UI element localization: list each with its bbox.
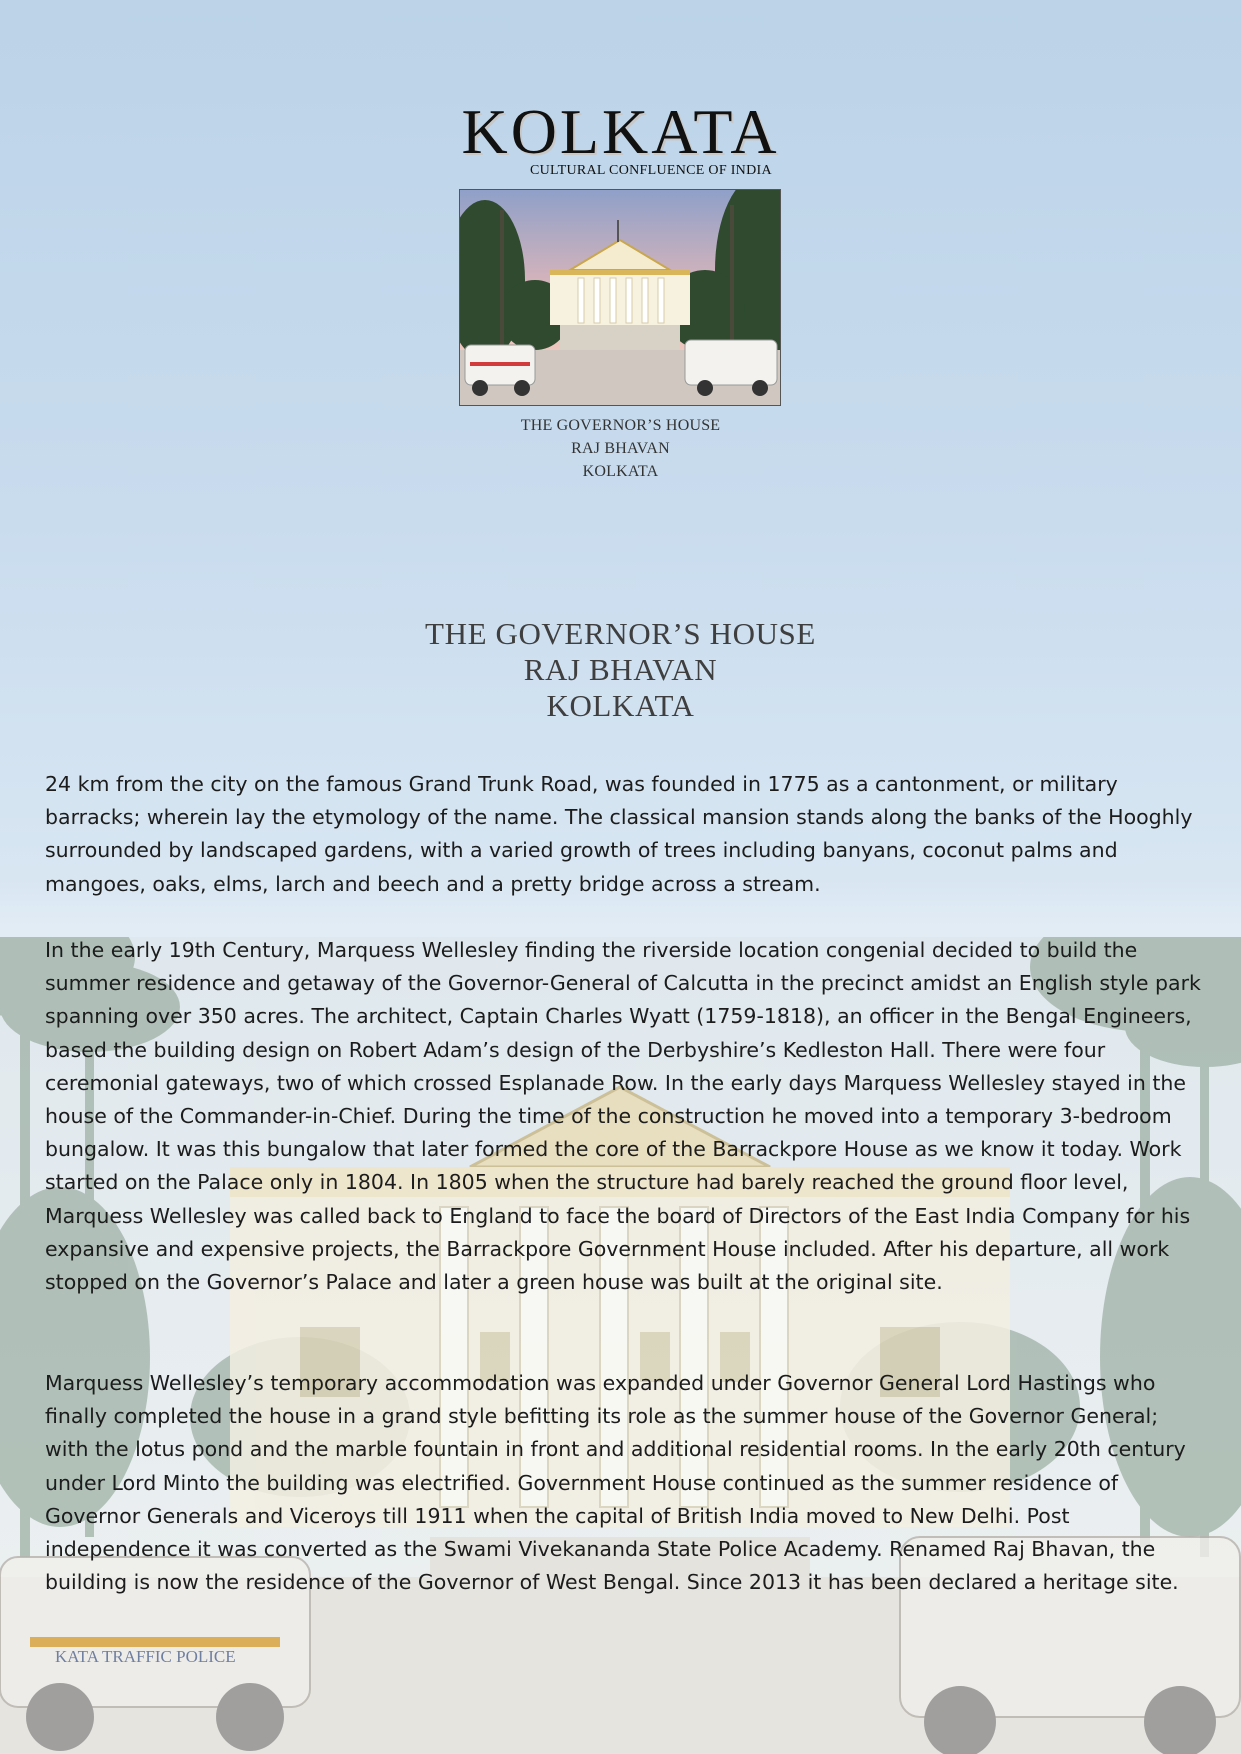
traffic-police-label: KATA TRAFFIC POLICE — [55, 1647, 236, 1666]
paragraph-text: Marquess Wellesley’s temporary accommodation was expanded under Governor General Lord Hastings who finally completed the house in a grand style befitting its role as the summer house of the Governor General; with the lotus pond and the marble fountain in front and additional residential rooms. In the early 20th century under Lord Minto the building was electrified. Government House continued as the summer residence of Governor Generals and Viceroys till 1911 when the capital of British India moved to New Delhi. Post independence it was converted as the Swami Vivekananda State Police Academy. Renamed Raj Bhavan, the building is now the residence of the Governor of West Bengal. Since 2013 it has been declared a heritage site. — [45, 1371, 1186, 1595]
paragraph-intro — [45, 768, 1205, 901]
caption-line: THE GOVERNOR’S HOUSE — [520, 417, 721, 434]
heading-line: KOLKATA — [546, 688, 695, 723]
caption-line: RAJ BHAVAN — [571, 440, 670, 457]
hero-caption — [0, 414, 1241, 483]
masthead — [0, 96, 1241, 168]
caption-line: KOLKATA — [582, 463, 659, 480]
paragraph-text: 24 km from the city on the famous Grand Trunk Road, was founded in 1775 as a cantonment, or military barracks; wherein lay the etymology of the name. The classical mansion stands along the banks of the Hooghly surrounded by landscaped gardens, with a varied growth of trees including banyans, coconut palms and mangoes, oaks, elms, larch and beech and a pretty bridge across a stream. — [45, 772, 1193, 896]
paragraph-history — [45, 934, 1205, 1299]
paragraph-text: In the early 19th Century, Marquess Wellesley finding the riverside location congenial decided to build the summer residence and getaway of the Governor-General of Calcutta in the precinct amidst an English style park spanning over 350 acres. The architect, Captain Charles Wyatt (1759-1818), an officer in the Bengal Engineers, based the building design on Robert Adam’s design of the Derbyshire’s Kedleston Hall. There were four ceremonial gateways, two of which crossed Esplanade Row. In the early days Marquess Wellesley stayed in the house of the Commander-in-Chief. During the time of the construction he moved into a temporary 3-bedroom bungalow. It was this bungalow that later formed the core of the Barrackpore House as we know it today. Work started on the Palace only in 1804. In 1805 when the structure had barely reached the ground floor level, Marquess Wellesley was called back to England to face the board of Directors of the East India Company for his expansive and expensive projects, the Barrackpore Government House included. After his departure, all work stopped on the Governor’s Palace and later a green house was built at the original site. — [45, 938, 1201, 1295]
tagline: CULTURAL CONFLUENCE OF INDIA — [530, 163, 772, 178]
article-heading — [0, 616, 1241, 724]
hero-photo — [459, 189, 781, 406]
heading-line: RAJ BHAVAN — [523, 652, 718, 687]
heading-line: THE GOVERNOR’S HOUSE — [425, 616, 816, 651]
paragraph-present — [45, 1367, 1205, 1599]
page-title: KOLKATA — [461, 96, 780, 167]
